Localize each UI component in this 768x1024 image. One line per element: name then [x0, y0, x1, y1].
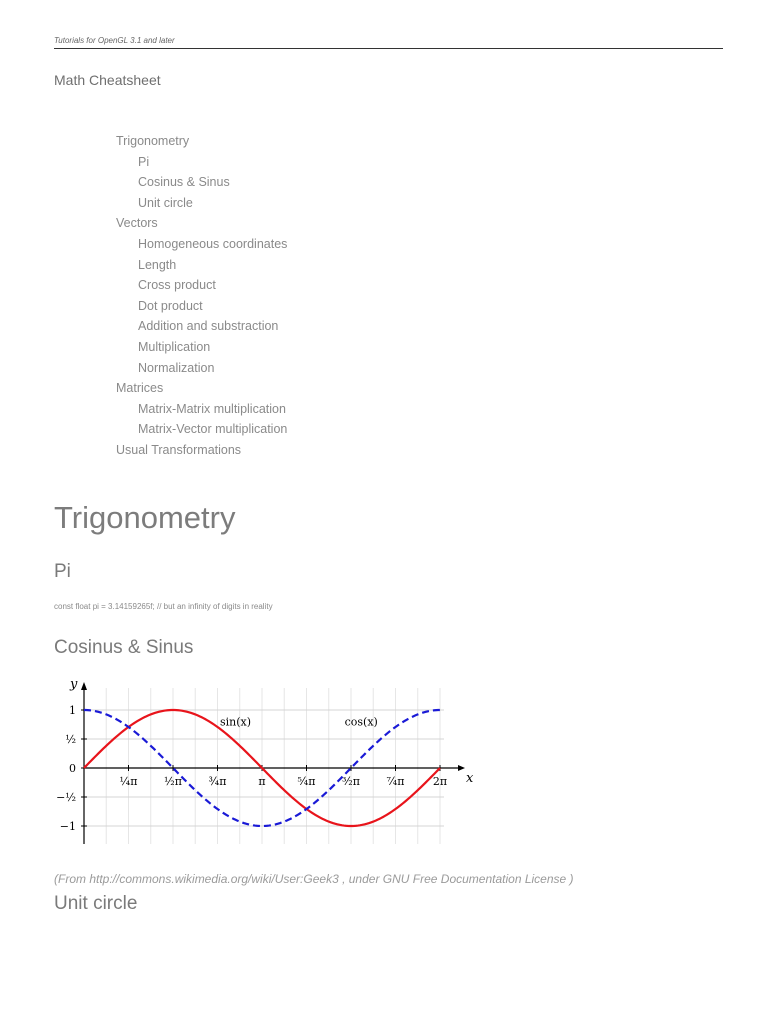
toc-link-dot-product[interactable]: Dot product [138, 298, 203, 313]
x-tick-label: π [258, 775, 266, 788]
toc-link-usual-transformations[interactable]: Usual Transformations [116, 442, 242, 457]
toc-link-multiplication[interactable]: Multiplication [138, 339, 211, 354]
toc-link-vectors[interactable]: Vectors [116, 216, 158, 231]
page-title: Math Cheatsheet [54, 72, 161, 88]
sin-cos-chart [50, 672, 480, 852]
site-tagline: Tutorials for OpenGL 3.1 and later [54, 36, 175, 45]
x-tick-label: ⁷⁄₄π [386, 775, 405, 788]
x-axis-arrow [458, 765, 465, 771]
y-tick-label: −1 [59, 820, 76, 833]
toc-link-cross-product[interactable]: Cross product [138, 278, 216, 293]
section-heading-pi: Pi [54, 561, 71, 582]
toc-link-homogeneous-coordinates[interactable]: Homogeneous coordinates [138, 236, 288, 251]
toc-link-pi[interactable]: Pi [138, 154, 150, 169]
toc-link-matrices[interactable]: Matrices [116, 381, 164, 396]
toc-link-addition-and-substraction[interactable]: Addition and substraction [138, 319, 279, 334]
x-tick-label: 2π [432, 775, 448, 788]
x-tick-label: ½π [164, 775, 182, 788]
header-bar [54, 36, 723, 49]
x-tick-label: ¼π [119, 775, 138, 788]
toc-link-matrix-vector-multiplication[interactable]: Matrix-Vector multiplication [138, 422, 288, 437]
series-label-cosx: cos(x) [344, 715, 378, 729]
pi-code-snippet: const float pi = 3.14159265f; // but an infinity of digits in reality [54, 602, 273, 611]
table-of-contents [116, 133, 287, 463]
x-tick-label: ⁵⁄₄π [297, 775, 316, 788]
toc-link-unit-circle[interactable]: Unit circle [138, 195, 193, 210]
toc-link-normalization[interactable]: Normalization [138, 360, 215, 375]
image-caption: (From http://commons.wikimedia.org/wiki/User:Geek3 , under GNU Free Documentation License ) [54, 872, 574, 886]
y-tick-label: −½ [56, 791, 76, 804]
toc-link-length[interactable]: Length [138, 257, 177, 272]
x-axis-label: x [466, 771, 474, 786]
toc-link-matrix-matrix-multiplication[interactable]: Matrix-Matrix multiplication [138, 401, 286, 416]
section-heading-unit-circle: Unit circle [54, 893, 138, 914]
x-tick-label: ³⁄₂π [342, 775, 360, 788]
toc-link-cosinus-sinus[interactable]: Cosinus & Sinus [138, 175, 230, 190]
section-heading-trigonometry: Trigonometry [54, 500, 236, 535]
y-tick-label: 1 [69, 704, 76, 717]
y-axis-label: y [70, 677, 78, 692]
toc-link-trigonometry[interactable]: Trigonometry [116, 134, 190, 148]
series-label-sinx: sin(x) [219, 715, 252, 729]
y-axis-arrow [81, 682, 87, 690]
section-heading-cosinus-sinus: Cosinus & Sinus [54, 637, 194, 658]
x-tick-label: ¾π [208, 775, 227, 788]
y-tick-label: 0 [69, 762, 76, 775]
y-tick-label: ½ [65, 733, 76, 746]
